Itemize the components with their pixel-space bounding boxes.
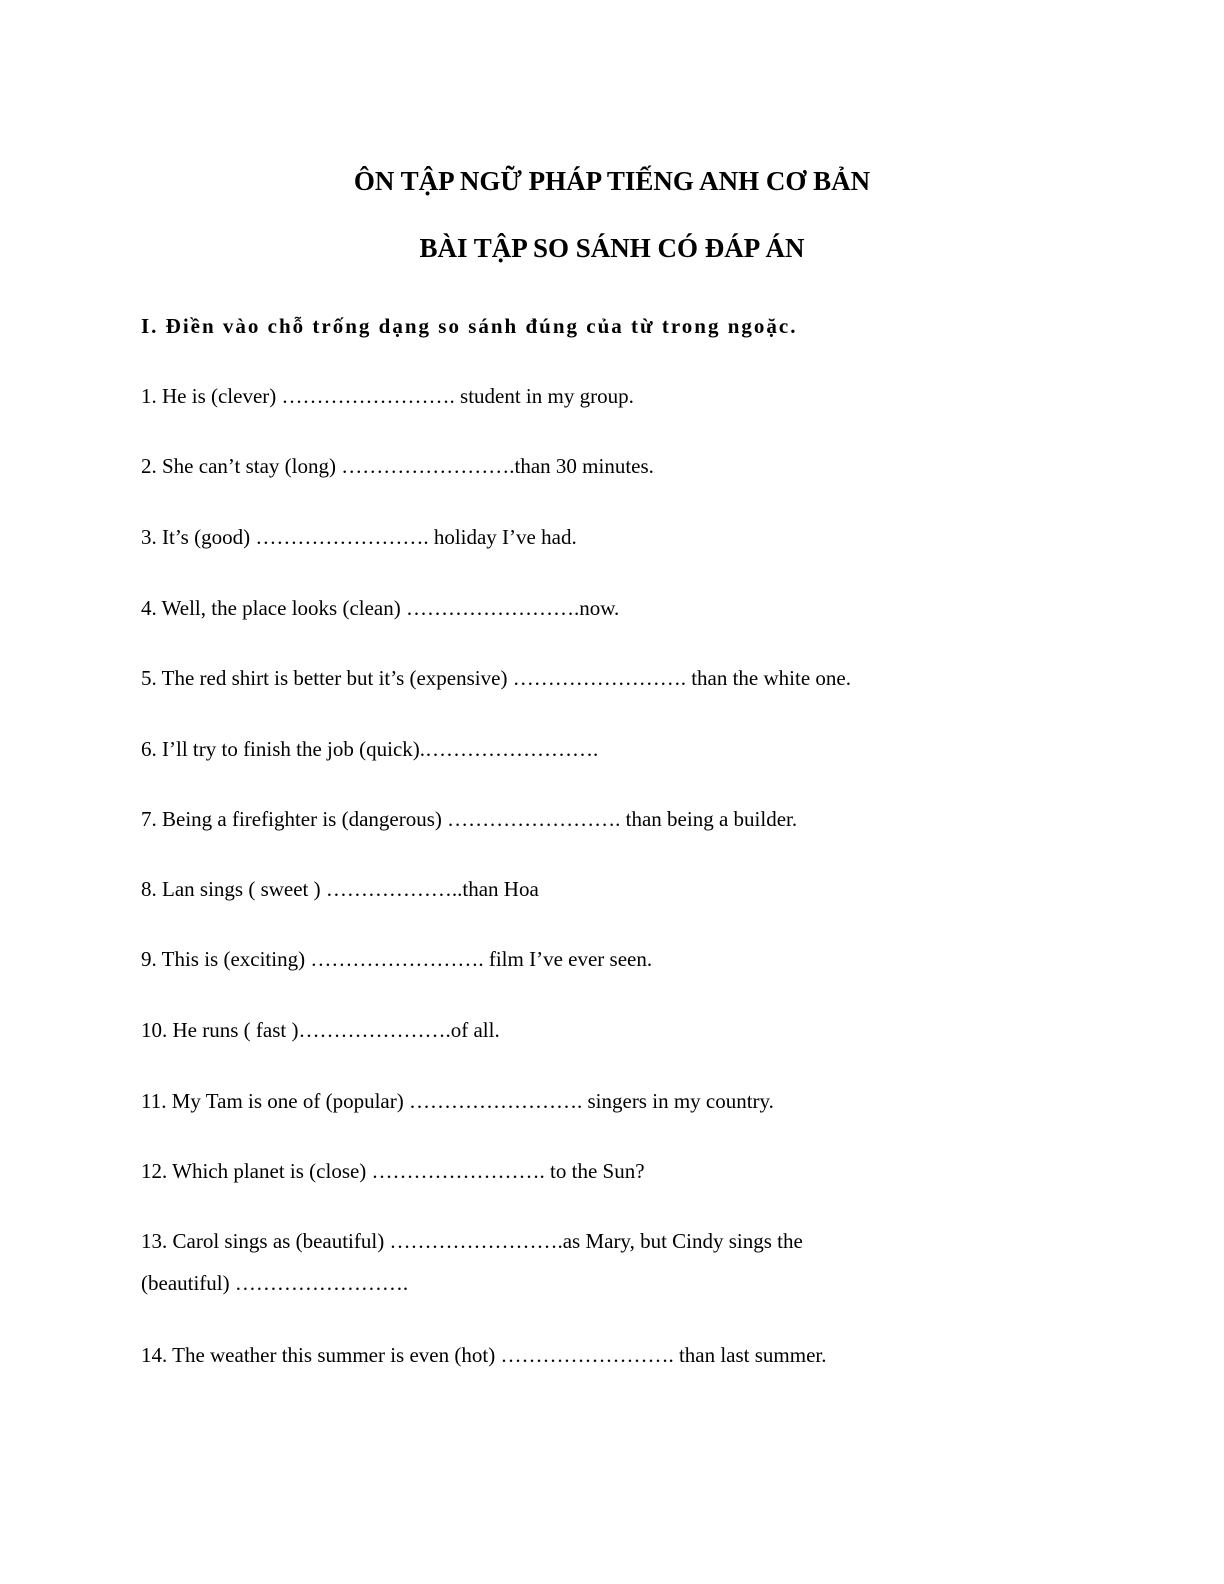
question-8 bbox=[141, 868, 1021, 910]
question-text-continued: (beautiful) ……………………. bbox=[141, 1271, 409, 1295]
question-7 bbox=[141, 798, 1021, 840]
question-text: 11. My Tam is one of (popular) ……………………. singers in my country. bbox=[141, 1089, 774, 1113]
question-4 bbox=[141, 587, 1021, 629]
section-heading: I. Điền vào chỗ trống dạng so sánh đúng của từ trong ngoặc. bbox=[141, 314, 798, 338]
question-11 bbox=[141, 1080, 1021, 1122]
document-subtitle: BÀI TẬP SO SÁNH CÓ ĐÁP ÁN bbox=[419, 233, 805, 263]
question-6 bbox=[141, 728, 1021, 770]
question-text: 1. He is (clever) ……………………. student in my group. bbox=[141, 384, 634, 408]
question-12 bbox=[141, 1150, 1021, 1192]
question-10 bbox=[141, 1009, 1021, 1051]
question-1 bbox=[141, 375, 1021, 417]
question-text: 5. The red shirt is better but it’s (expensive) ……………………. than the white one. bbox=[141, 666, 851, 690]
question-14 bbox=[141, 1334, 1021, 1376]
question-text: 14. The weather this summer is even (hot) ……………………. than last summer. bbox=[141, 1343, 827, 1367]
question-text: 2. She can’t stay (long) …………………….than 30 minutes. bbox=[141, 454, 654, 478]
document-title: ÔN TẬP NGỮ PHÁP TIẾNG ANH CƠ BẢN bbox=[353, 166, 871, 196]
question-3 bbox=[141, 516, 1021, 558]
question-text: 3. It’s (good) ……………………. holiday I’ve had. bbox=[141, 525, 577, 549]
question-text: 13. Carol sings as (beautiful) …………………….as Mary, but Cindy sings the bbox=[141, 1229, 803, 1253]
question-text: 12. Which planet is (close) ……………………. to the Sun? bbox=[141, 1159, 645, 1183]
question-text: 4. Well, the place looks (clean) …………………….now. bbox=[141, 596, 620, 620]
question-5 bbox=[141, 657, 1021, 699]
question-9 bbox=[141, 938, 1021, 980]
question-text: 9. This is (exciting) ……………………. film I’ve ever seen. bbox=[141, 947, 653, 971]
question-text: 8. Lan sings ( sweet ) ………………..than Hoa bbox=[141, 877, 539, 901]
question-text: 6. I’ll try to finish the job (quick).……………………. bbox=[141, 737, 599, 761]
question-13 bbox=[141, 1220, 1021, 1304]
question-text: 7. Being a firefighter is (dangerous) ……………………. than being a builder. bbox=[141, 807, 798, 831]
question-text: 10. He runs ( fast )………………….of all. bbox=[141, 1018, 500, 1042]
question-2 bbox=[141, 445, 1021, 487]
